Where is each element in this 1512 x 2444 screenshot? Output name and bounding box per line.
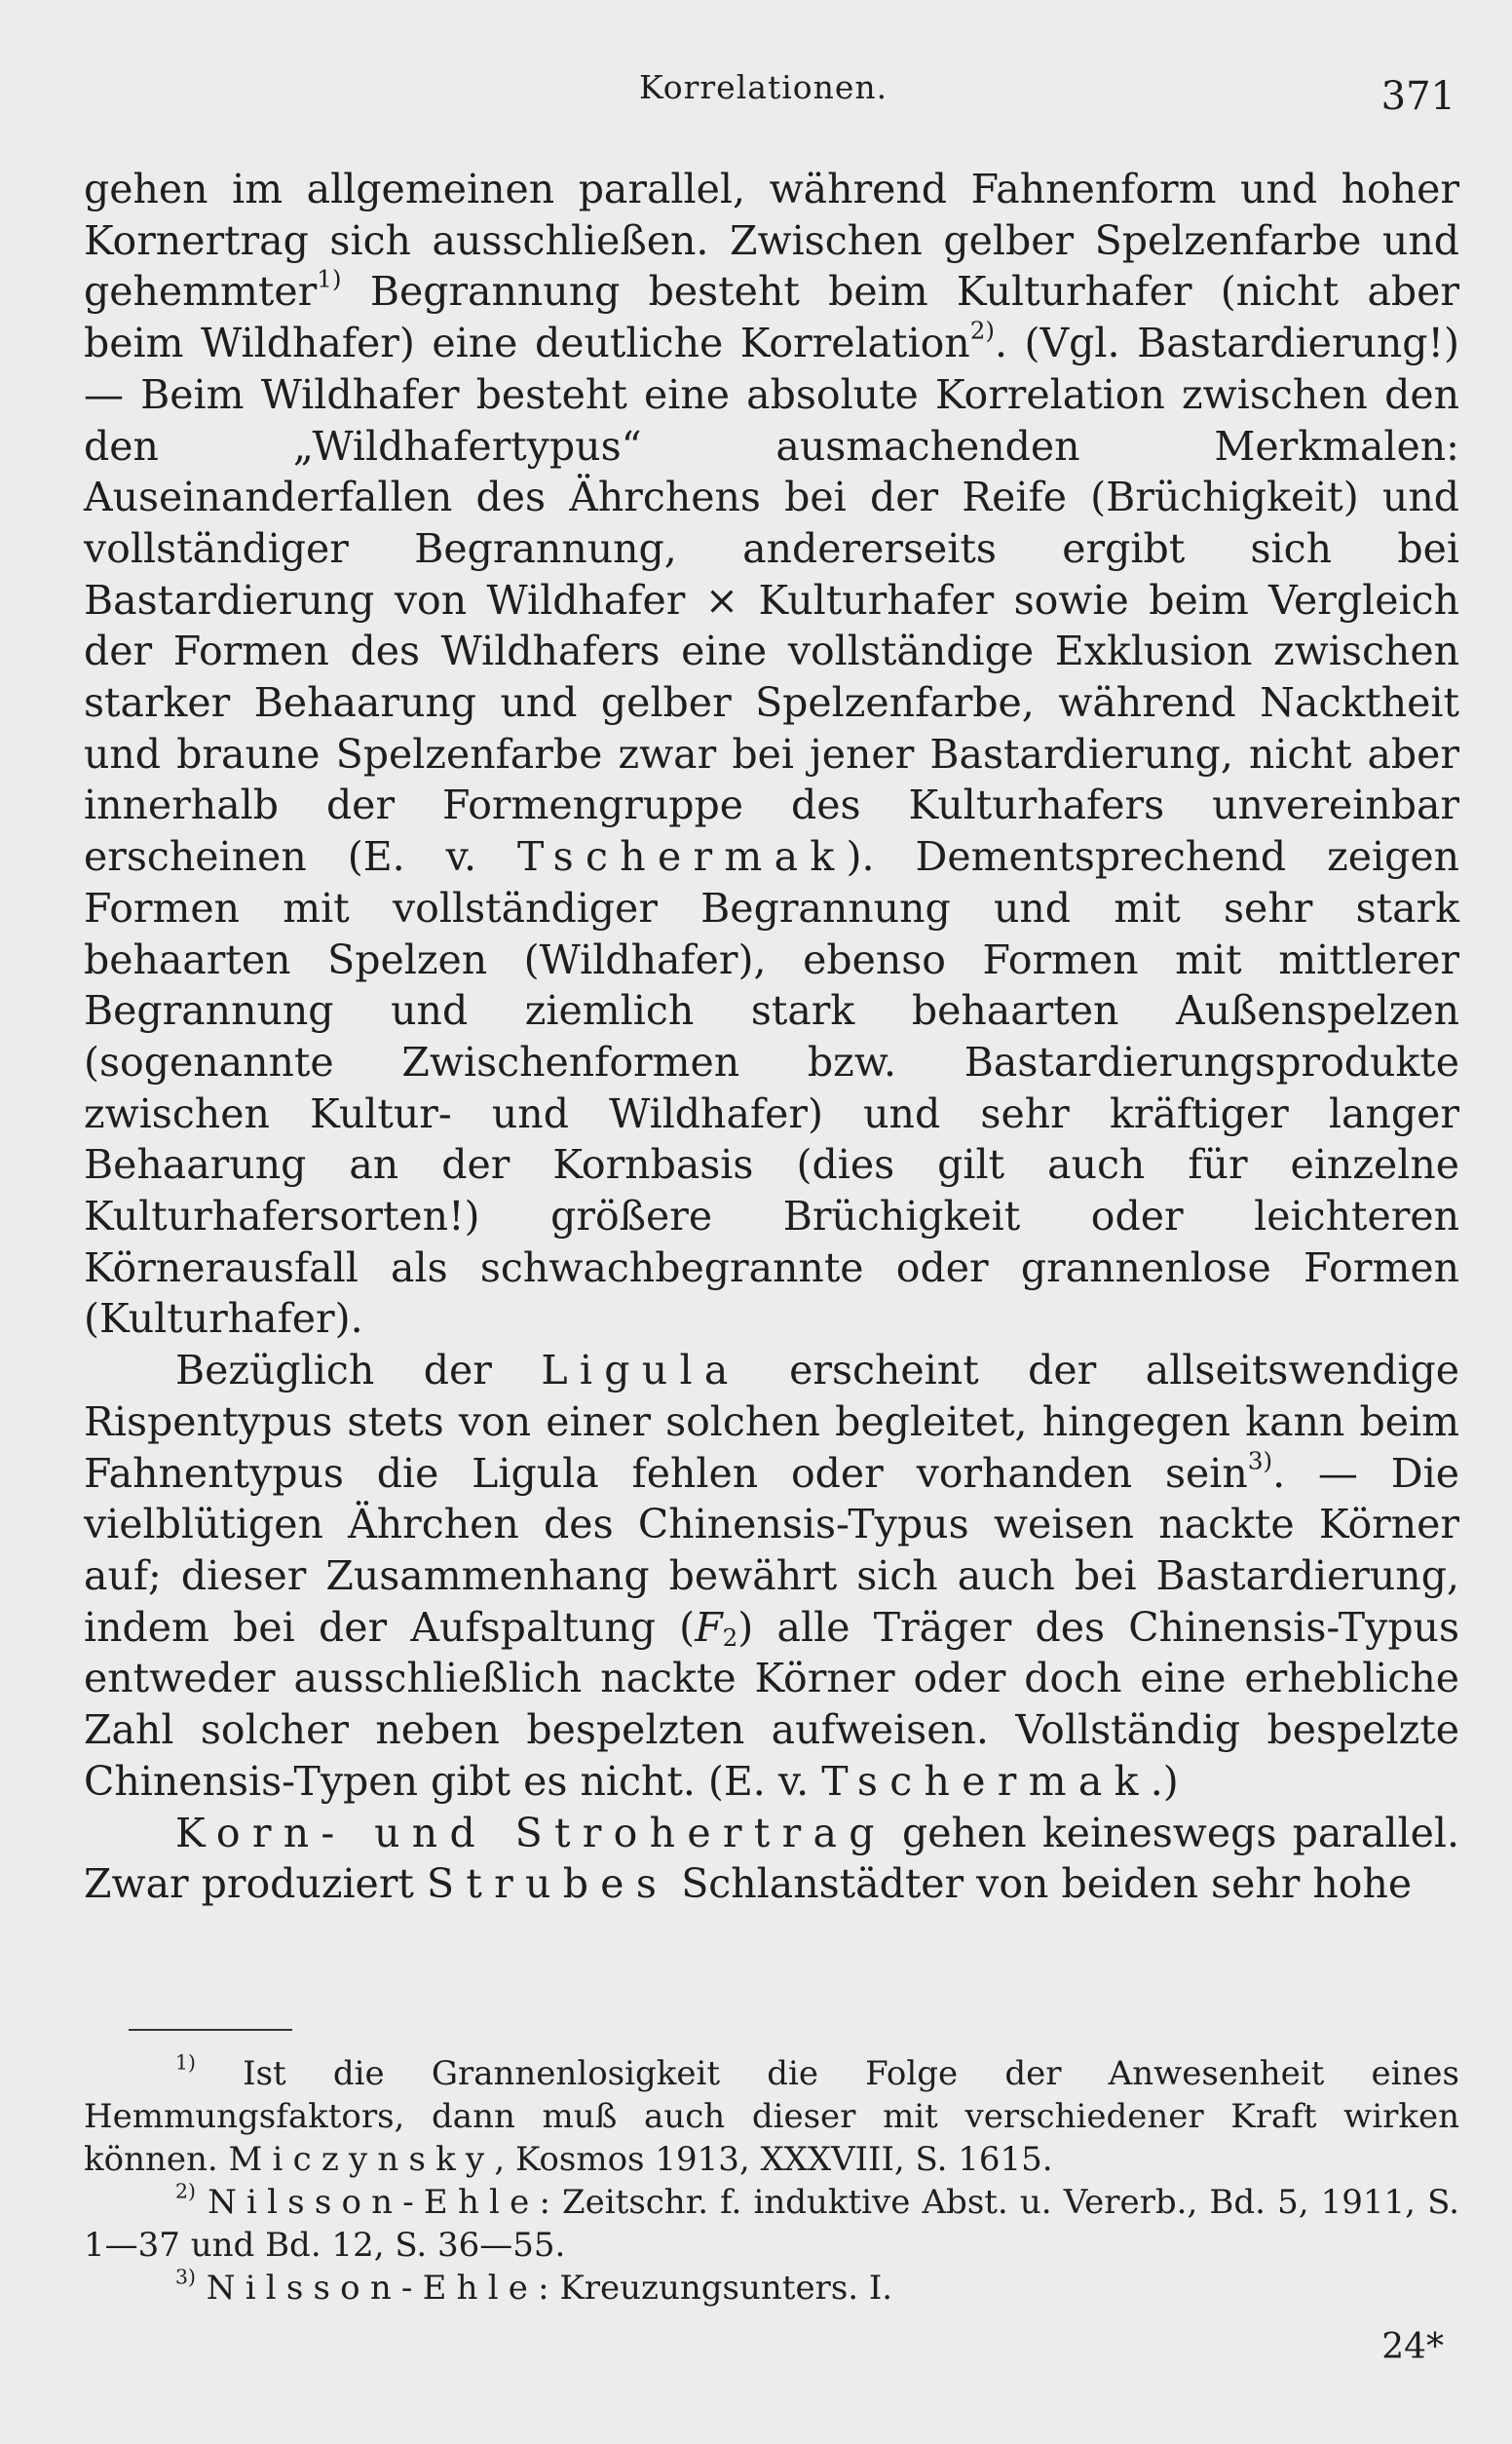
author-name: Nilsson-Ehle <box>208 2183 540 2222</box>
footnote-reference: : Kreuzungsunters. I. <box>538 2269 893 2308</box>
text-run: Bezüglich der <box>175 1347 542 1394</box>
footnote-ref-2: 2) <box>969 316 995 345</box>
text-run: ). Dementsprechend zeigen Formen mit vollständiger Begrannung und mit sehr stark behaarten Spelzen (Wildhafer), ebenso Formen mit mittlerer Begrannung und ziemlich stark behaarten Außenspelzen (sogenannte Zwischenformen bzw. Bastardierungsprodukte zwischen Kultur- und Wildhafer) und sehr kräftiger langer Behaarung an der Kornbasis (dies gilt auch für einzelne Kulturhafersorten!) größere Brüchigkeit oder leichteren Körnerausfall als schwachbegrannte oder grannenlose Formen (Kulturhafer). <box>84 833 1460 1343</box>
footnote-2 <box>84 2181 1459 2267</box>
author-name: Miczynsky <box>228 2140 495 2179</box>
generation-subscript: 2 <box>722 1623 738 1652</box>
text-run: . — Die vielblütigen Ährchen des Chinensis-Typus weisen nackte Körner auf; dieser Zusammenhang bewährt sich auch bei Bastardierung, indem bei der Aufspaltung ( <box>84 1449 1459 1651</box>
text-run: gehen im allgemeinen parallel, während Fahnenform und hoher Kornertrag sich ausschließen. Zwischen gelber Spelzenfarbe und gehemmter <box>84 166 1459 316</box>
footnote-ref-3: 3) <box>1247 1446 1273 1475</box>
footnote-3 <box>84 2267 1459 2310</box>
footnote-1 <box>84 2052 1459 2181</box>
text-run: .) <box>1150 1757 1179 1805</box>
running-title: Korrelationen. <box>639 68 888 106</box>
paragraph-2 <box>84 1345 1459 1807</box>
body-text <box>84 164 1459 1910</box>
emphasized-term: Ligula <box>541 1347 740 1394</box>
footnote-divider <box>129 2029 292 2031</box>
text-run: gehen keineswegs parallel. Zwar produziert <box>84 1809 1460 1908</box>
footnote-marker: 2) <box>175 2179 196 2203</box>
generation-symbol: F <box>695 1603 723 1651</box>
emphasized-term: Korn- und Strohertrag <box>175 1809 887 1856</box>
author-name: Tschermak <box>821 1757 1151 1805</box>
footnote-ref-1: 1) <box>317 264 342 293</box>
footnote-reference: , Kosmos 1913, XXXVIII, S. 1615. <box>494 2140 1053 2179</box>
footnote-text: Ist die Grannenlosigkeit die Folge der Anwesenheit eines Hemmungsfaktors, dann muß auch dieser mit verschiedener Kraft wirken können. <box>84 2054 1459 2179</box>
paragraph-1 <box>84 164 1459 1345</box>
footnote-marker: 3) <box>175 2265 196 2289</box>
page-number: 371 <box>1380 74 1455 119</box>
footnote-marker: 1) <box>175 2050 196 2075</box>
footnote-reference: : Zeitschr. f. induktive Abst. u. Vererb., Bd. 5, 1911, S. 1—37 und Bd. 12, S. 36—55. <box>84 2183 1459 2265</box>
text-run: Schlanstädter von beiden sehr hohe <box>668 1860 1413 1908</box>
footnotes <box>84 2052 1459 2310</box>
author-name: Strubes <box>426 1860 669 1908</box>
author-name: Tschermak <box>517 833 847 881</box>
text-run: . (Vgl. Bastardierung!) — Beim Wildhafer besteht eine absolute Korrelation zwischen den den „Wildhafertypus“ ausmachenden Merkmalen: Auseinanderfallen des Ährchens bei der Reife (Brüchigkeit) und vollständiger Begrannung, andererseits ergibt sich bei Bastardierung von Wildhafer × Kulturhafer sowie beim Vergleich der Formen des Wildhafers eine vollständige Exklusion zwischen starker Behaarung und gelber Spelzenfarbe, während Nacktheit und braune Spelzenfarbe zwar bei jener Bastardierung, nicht aber innerhalb der Formengruppe des Kulturhafers unvereinbar erscheinen (E. v. <box>84 320 1459 881</box>
paragraph-3 <box>84 1808 1459 1910</box>
author-name: Nilsson-Ehle <box>206 2269 539 2308</box>
text-run: ) alle Träger des Chinensis-Typus entweder ausschließlich nackte Körner oder doch eine erhebliche Zahl solcher neben bespelzten aufweisen. Vollständig bespelzte Chinensis-Typen gibt es nicht. (E. v. <box>84 1603 1460 1805</box>
text-run: Begrannung besteht beim Kulturhafer (nicht aber beim Wildhafer) eine deutliche Korrelation <box>84 268 1459 367</box>
running-head <box>0 68 1512 127</box>
signature-mark: 24* <box>1381 2327 1444 2367</box>
text-run: erscheint der allseitswendige Rispentypus stets von einer solchen begleitet, hingegen kann beim Fahnentypus die Ligula fehlen oder vorhanden sein <box>84 1347 1459 1497</box>
